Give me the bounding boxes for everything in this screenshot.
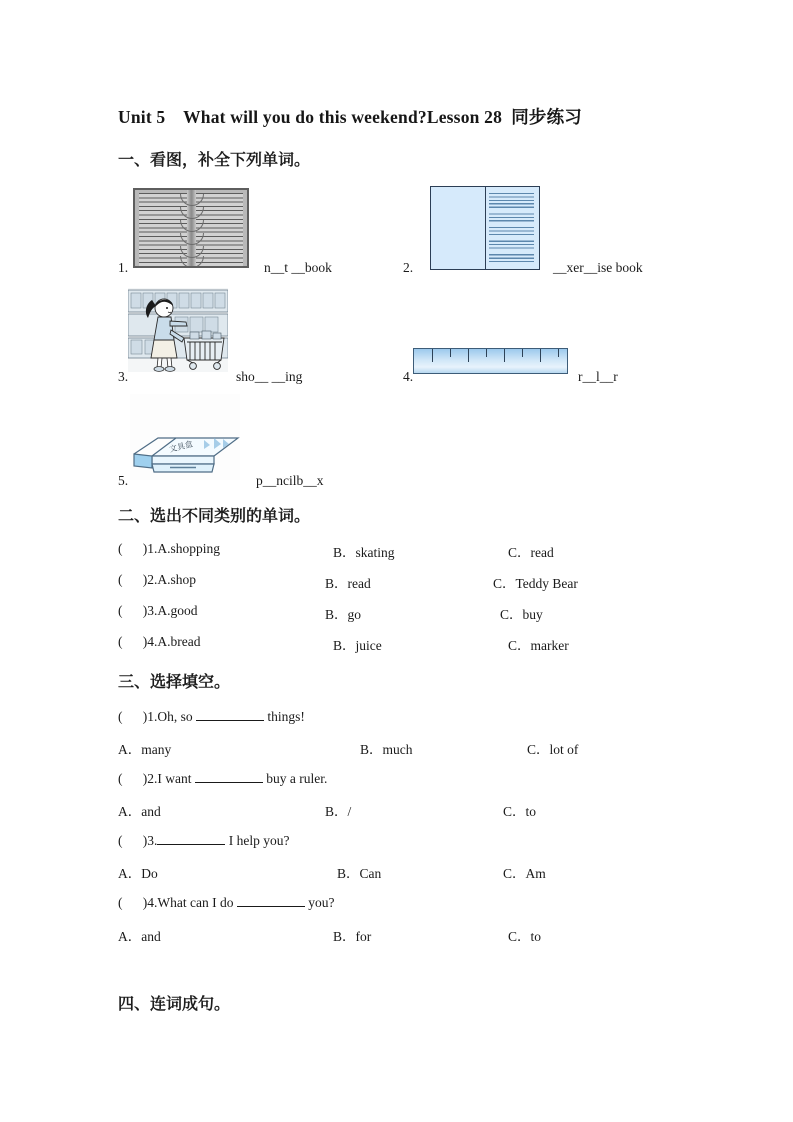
section3-question-3[interactable]: [118, 831, 289, 849]
answer-bracket[interactable]: ( ): [118, 708, 148, 724]
shopping-scene-svg: [128, 288, 228, 372]
pic-item-number-4: 4.: [403, 369, 414, 384]
ruler-tick: [450, 349, 451, 357]
pic-item-word-5: p__ncilb__x: [256, 473, 324, 488]
page-title: Unit 5 What will you do this weekend?Lesson 28 同步练习: [118, 107, 582, 127]
exercise-book-fold: [485, 187, 486, 269]
section2-question-1[interactable]: [118, 541, 220, 557]
option-b-label[interactable]: B．for: [333, 929, 372, 944]
pic-item-word-2: __xer__ise book: [553, 260, 643, 275]
fill-in-blank[interactable]: [157, 831, 225, 845]
answer-bracket[interactable]: ( ): [118, 770, 148, 786]
section3-question-4[interactable]: [118, 893, 334, 911]
answer-bracket[interactable]: ( ): [118, 541, 148, 556]
option-a-label[interactable]: A．and: [118, 929, 161, 944]
option-c-label[interactable]: C．read: [508, 545, 554, 560]
ruler-tick: [522, 349, 523, 357]
section2-question-2[interactable]: [118, 572, 196, 588]
ruler-image: [413, 348, 568, 374]
ruler-tick: [540, 349, 541, 362]
pic-item-word-1: n__t __book: [264, 260, 332, 275]
fill-in-blank[interactable]: [195, 769, 263, 783]
exercise-book-gap: [489, 249, 534, 252]
option-c-label[interactable]: C．to: [503, 804, 537, 819]
fill-in-blank[interactable]: [196, 707, 264, 721]
option-b-label[interactable]: B．Can: [337, 866, 382, 881]
answer-bracket[interactable]: ( ): [118, 894, 148, 910]
option-a-label[interactable]: A．and: [118, 804, 161, 819]
ruler-tick: [558, 349, 559, 357]
spiral-notebook-image: [133, 188, 249, 268]
option-a-label: 1.A.shopping: [147, 541, 221, 556]
answer-bracket[interactable]: ( ): [118, 832, 148, 848]
notebook-ring: [180, 256, 204, 268]
exercise-book-lines: [489, 193, 534, 263]
exercise-book-image: [430, 186, 540, 270]
option-a-label: 4.A.bread: [147, 634, 201, 649]
option-b-label[interactable]: B．skating: [333, 545, 395, 560]
option-c-label[interactable]: C．marker: [508, 638, 569, 653]
ruler-tick: [432, 349, 433, 362]
section2-question-3[interactable]: [118, 603, 198, 619]
question-stem-before: 2.I want: [147, 770, 195, 786]
pencil-box-image: [130, 394, 240, 480]
option-b-label[interactable]: B．go: [325, 607, 362, 622]
option-c-label[interactable]: C．Teddy Bear: [493, 576, 578, 591]
pencil-box-label: 文具盒: [168, 439, 194, 454]
option-c-label[interactable]: C．Am: [503, 866, 546, 881]
answer-bracket[interactable]: ( ): [118, 634, 148, 649]
option-a-label[interactable]: A．Do: [118, 866, 158, 881]
pic-item-number-5: 5.: [118, 473, 129, 488]
option-b-label[interactable]: B．juice: [333, 638, 382, 653]
answer-bracket[interactable]: ( ): [118, 572, 148, 587]
option-b-label[interactable]: B．much: [360, 742, 413, 757]
question-stem-after: you?: [304, 894, 335, 910]
option-b-label[interactable]: B．/: [325, 804, 352, 819]
option-a-label: 2.A.shop: [147, 572, 197, 587]
pic-item-word-4: r__l__r: [578, 369, 618, 384]
ruler-tick: [468, 349, 469, 362]
ruler-tick: [504, 349, 505, 362]
exercise-book-gap: [489, 237, 534, 240]
section-heading-2: 二、选出不同类别的单词。: [118, 506, 311, 525]
section2-question-4[interactable]: [118, 634, 200, 650]
fill-in-blank[interactable]: [237, 893, 305, 907]
answer-bracket[interactable]: ( ): [118, 603, 148, 618]
section-heading-4: 四、连词成句。: [118, 994, 231, 1013]
pic-item-number-1: 1.: [118, 260, 129, 275]
question-stem-before: 3.: [147, 832, 158, 848]
pic-item-number-3: 3.: [118, 369, 129, 384]
section3-question-1[interactable]: [118, 707, 305, 725]
option-b-label[interactable]: B．read: [325, 576, 371, 591]
option-c-label[interactable]: C．lot of: [527, 742, 579, 757]
question-stem-after: I help you?: [225, 832, 290, 848]
option-a-label[interactable]: A．many: [118, 742, 172, 757]
option-c-label[interactable]: C．buy: [500, 607, 543, 622]
pencil-box-svg: [130, 394, 240, 480]
ruler-tick: [486, 349, 487, 357]
pic-item-number-2: 2.: [403, 260, 414, 275]
section3-question-2[interactable]: [118, 769, 327, 787]
section-heading-3: 三、选择填空。: [118, 672, 231, 691]
exercise-book-gap: [489, 223, 534, 226]
option-a-label: 3.A.good: [147, 603, 198, 618]
question-stem-after: things!: [264, 708, 305, 724]
question-stem-before: 4.What can I do: [147, 894, 237, 910]
question-stem-before: 1.Oh, so: [147, 708, 197, 724]
pic-item-word-3: sho__ __ing: [236, 369, 303, 384]
option-c-label[interactable]: C．to: [508, 929, 542, 944]
shopping-scene-image: [128, 288, 228, 372]
section-heading-1: 一、看图，补全下列单词。: [118, 150, 311, 169]
question-stem-after: buy a ruler.: [262, 770, 328, 786]
exercise-book-gap: [489, 209, 534, 212]
